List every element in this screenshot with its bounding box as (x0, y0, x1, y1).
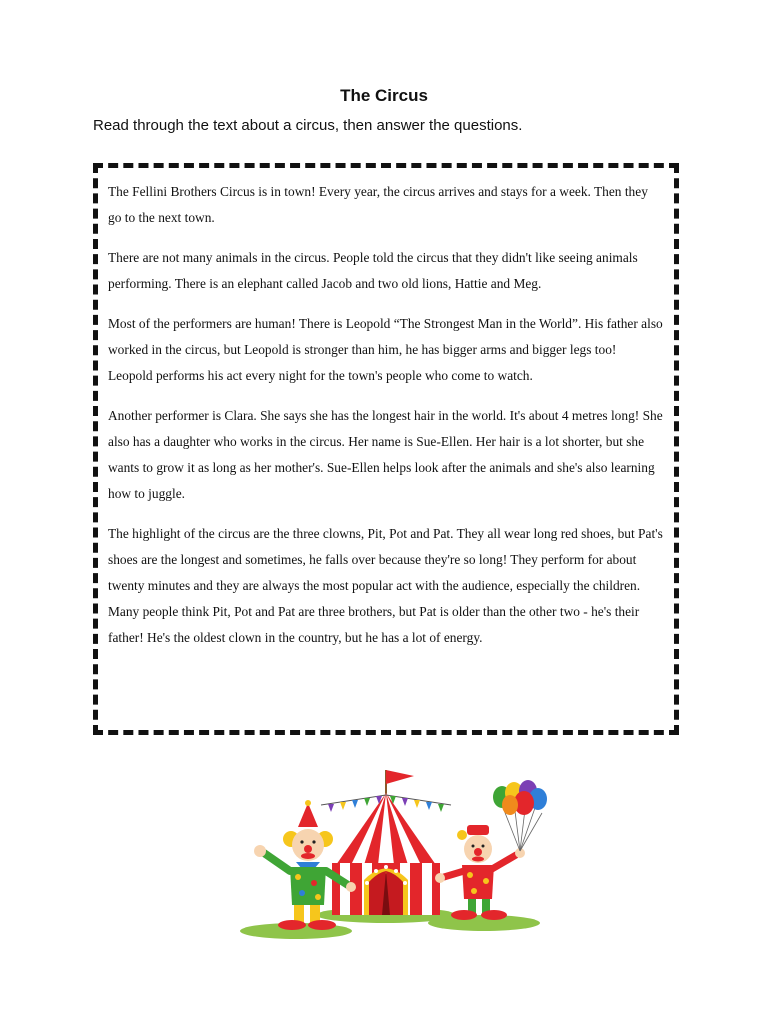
circus-tent-clowns-illustration (236, 765, 558, 940)
instruction-text: Read through the text about a circus, then answer the questions. (93, 117, 523, 134)
clown-right-icon (435, 825, 525, 920)
paragraph-3: Most of the performers are human! There is Leopold “The Strongest Man in the World”. His father also worked in the circus, but Leopold is stronger than him, he has bigger arms and bigger legs too! Leopold performs his act every night for the town's people who come to watch. (108, 316, 663, 383)
reading-text-box (93, 163, 679, 735)
circus-tent-icon (321, 770, 451, 915)
paragraph-4: Another performer is Clara. She says she has the longest hair in the world. It's about 4 metres long! She also has a daughter who works in the circus. Her name is Sue-Ellen. Her hair is a lot shorter, but she wants to grow it as long as her mother's. Sue-Ellen helps look after the animals and she's also learning how to juggle. (108, 408, 663, 501)
paragraph-5: The highlight of the circus are the three clowns, Pit, Pot and Pat. They all wear long red shoes, but Pat's shoes are the longest and sometimes, he falls over because they're so long! They perform for about twenty minutes and they are always the most popular act with the audience, especially the children. Many people think Pit, Pot and Pat are three brothers, but Pat is older than the other two - he's their father! He's the oldest clown in the country, but he has a lot of energy. (108, 526, 663, 645)
balloons-icon (493, 780, 547, 851)
paragraph-2: There are not many animals in the circus. People told the circus that they didn't like seeing animals performing. There is an elephant called Jacob and two old lions, Hattie and Meg. (108, 250, 638, 291)
paragraph-1: The Fellini Brothers Circus is in town! Every year, the circus arrives and stays for a week. Then they go to the next town. (108, 184, 648, 225)
page-title: The Circus (340, 86, 428, 105)
